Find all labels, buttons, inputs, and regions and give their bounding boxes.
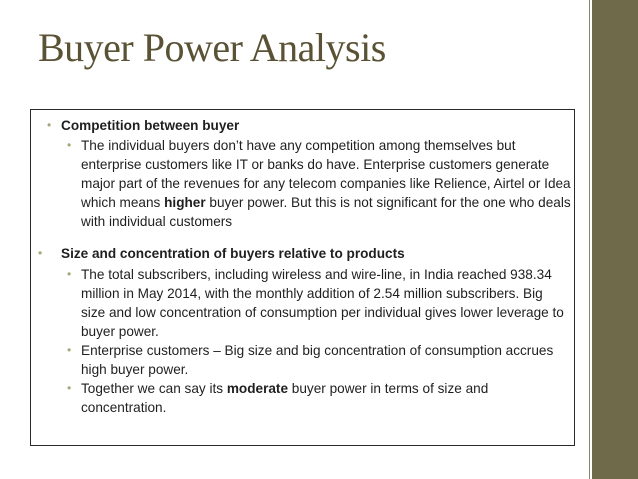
point-text: The total subscribers, including wireless and wire-line, in India reached 938.34 million in May 2014, with the monthly addition of 2.54 million subscribers. Big size and low concentration of consumption per individual gives lower leverage to buyer power. <box>81 267 564 339</box>
bullet-marker: • <box>47 118 52 132</box>
point-text: buyer power. But this is not significant for the one who deals with individual customers <box>81 195 571 229</box>
point-total-subscribers <box>81 265 569 341</box>
point-text: Together we can say its <box>81 381 227 396</box>
section-heading-competition: Competition between buyer <box>61 118 240 133</box>
bullet-marker: • <box>67 267 72 281</box>
point-enterprise-customers <box>81 341 569 379</box>
point-moderate-power <box>81 379 569 417</box>
emphasis-higher: higher <box>164 195 206 210</box>
emphasis-moderate: moderate <box>226 381 289 396</box>
point-text: buyer power in terms of size and concentration. <box>81 381 489 415</box>
bullet-marker: • <box>67 381 72 395</box>
bullet-marker: • <box>38 246 43 260</box>
bullet-marker: • <box>67 343 72 357</box>
point-individual-buyers <box>81 136 571 231</box>
right-edge-line <box>589 0 590 479</box>
section-heading-size-concentration: Size and concentration of buyers relative to products <box>61 246 405 261</box>
point-text: The individual buyers don’t have any competition among themselves but enterprise customers like IT or banks do have. Enterprise customers generate major part of the revenues for any telecom companies like Relience, Airtel or Idea which means <box>81 138 571 210</box>
bullet-marker: • <box>67 138 72 152</box>
right-decorative-band <box>592 0 638 479</box>
slide-title: Buyer Power Analysis <box>38 25 386 70</box>
point-text: Enterprise customers – Big size and big concentration of consumption accrues high buyer power. <box>81 343 554 377</box>
